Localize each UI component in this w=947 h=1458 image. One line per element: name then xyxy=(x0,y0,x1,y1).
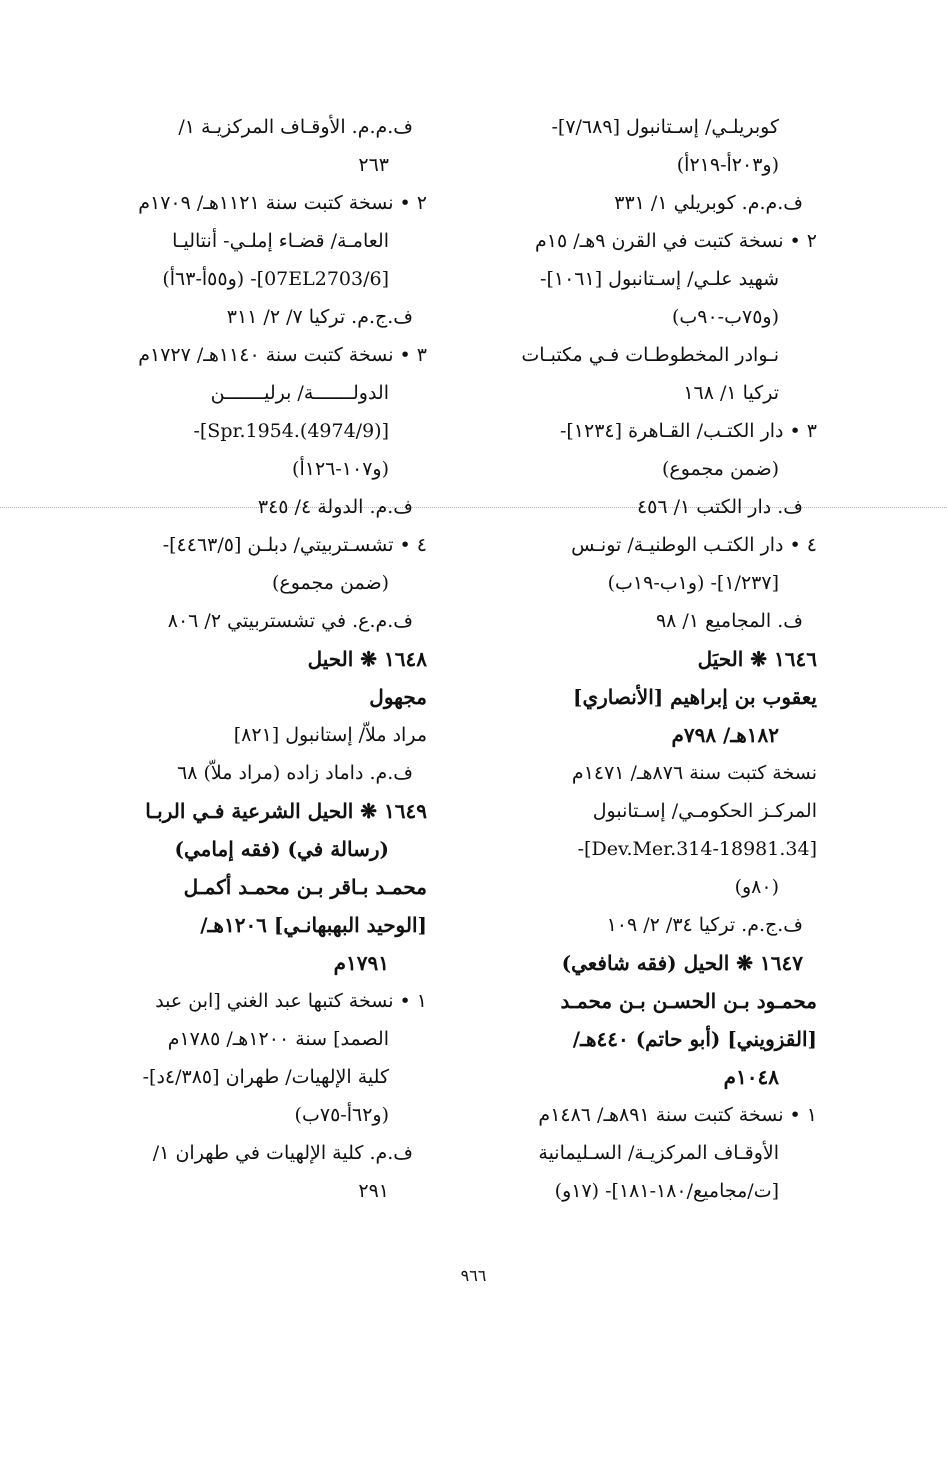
entry-text-line: نـوادر المخطوطـات فـي مكتبـات xyxy=(521,344,779,366)
entry-text-line: [ت/مجاميع/١٨٠-١٨١]- (١٧و) xyxy=(554,1180,779,1202)
entry-text-line: ف.ج.م. تركيا ٣٤/ ٢/ ١٠٩ xyxy=(606,914,803,936)
entry-heading-line: [القزويني] (أبو حاتم) ٤٤٠هـ/ xyxy=(572,1027,817,1051)
entry-text-line: (و٧٥ب-٩٠ب) xyxy=(671,306,779,328)
entry-heading-line: [الوحيد البهبهانـي] ١٢٠٦هـ/ xyxy=(200,913,427,937)
entry-heading-line: ١٦٤٧ ❋ الحيل (فقه شافعي) xyxy=(561,951,803,975)
entry-heading-line: محمـد بـاقر بـن محمـد أكمـل xyxy=(183,875,427,899)
entry-text-line: [Spr.1954.(4974/9)]- xyxy=(193,420,389,442)
entry-text-line: ١ • نسخة كتبت سنة ٨٩١هـ/ ١٤٨٦م xyxy=(538,1104,817,1126)
entry-text-line: (و٦٢أ-٧٥ب) xyxy=(294,1104,389,1126)
entry-text-line: ٢٦٣ xyxy=(358,154,389,176)
entry-heading-line: ١٦٤٩ ❋ الحيل الشرعية فـي الربـا xyxy=(145,799,427,823)
right-column xyxy=(472,108,817,1210)
entry-text-line: ١ • نسخة كتبها عبد الغني [ابن عبد xyxy=(155,990,427,1012)
entry-heading-line: ١٠٤٨م xyxy=(723,1065,779,1089)
entry-text-line: ف.م. كلية الإلهيات في طهران ١/ xyxy=(152,1142,413,1164)
entry-heading-line: مجهول xyxy=(369,685,427,709)
entry-text-line: ٣ • دار الكتـب/ القـاهرة [١٢٣٤]- xyxy=(559,420,817,442)
entry-text-line: [34.Dev.Mer.314-18981]- xyxy=(577,838,817,860)
entry-text-line: الأوقـاف المركزيـة/ السـليمانية xyxy=(538,1142,779,1164)
entry-text-line: نسخة كتبت سنة ٨٧٦هـ/ ١٤٧١م xyxy=(571,762,817,784)
entry-text-line: (و١٠٧-١٢٦أ) xyxy=(292,458,389,480)
entry-text-line: (و٢٠٣أ-٢١٩أ) xyxy=(676,154,779,176)
entry-text-line: ف. دار الكتب ١/ ٤٥٦ xyxy=(636,496,803,518)
entry-text-line: شهيد علـي/ إسـتانبول [١٠٦١]- xyxy=(540,268,779,290)
entry-text-line: (ضمن مجموع) xyxy=(271,572,389,594)
entry-text-line: مراد ملاّ/ إستانبول [٨٢١] xyxy=(233,724,427,746)
page-number: ٩٦٦ xyxy=(460,1266,487,1285)
entry-text-line: العامـة/ قضـاء إملـي- أنتاليـا xyxy=(172,230,389,252)
entry-heading-line: ١٨٢هـ/ ٧٩٨م xyxy=(671,723,779,747)
entry-text-line: ف.م.م. كوبريلي ١/ ٣٣١ xyxy=(614,192,803,214)
entry-text-line: (٨٠و) xyxy=(734,876,779,898)
entry-text-line: ٢٩١ xyxy=(358,1180,389,1202)
entry-text-line: ف.م. داماد زاده (مراد ملاّ) ٦٨ xyxy=(177,762,413,784)
entry-heading-line: (رسالة في) (فقه إمامي) xyxy=(174,837,389,861)
entry-text-line: كلية الإلهيات/ طهران [٤/٣٨٥د]- xyxy=(142,1066,389,1088)
entry-text-line: كوبريلـي/ إسـتانبول [٧/٦٨٩]- xyxy=(551,116,779,138)
entry-text-line: الدولـــــــة/ برليـــــــن xyxy=(210,382,389,404)
entry-text-line: ف.م. الدولة ٤/ ٣٤٥ xyxy=(257,496,413,518)
entry-heading-line: محمـود بـن الحسـن بـن محمـد xyxy=(560,989,817,1013)
entry-heading-line: يعقوب بن إبراهيم [الأنصاري] xyxy=(573,685,817,709)
entry-heading-line: ١٧٩١م xyxy=(333,951,389,975)
entry-text-line: ٤ • دار الكتـب الوطنيـة/ تونـس xyxy=(571,534,817,556)
entry-text-line: ٢ • نسخة كتبت في القرن ٩هـ/ ١٥م xyxy=(535,230,817,252)
entry-heading-line: ١٦٤٦ ❋ الحيَل xyxy=(697,647,817,671)
entry-text-line: ف. المجاميع ١/ ٩٨ xyxy=(655,610,803,632)
entry-text-line: ٤ • تشسـتربيتي/ دبلـن [٤٤٦٣/٥]- xyxy=(162,534,427,556)
entry-text-line: الصمد] سنة ١٢٠٠هـ/ ١٧٨٥م xyxy=(167,1028,389,1050)
entry-text-line: ٢ • نسخة كتبت سنة ١١٢١هـ/ ١٧٠٩م xyxy=(138,192,427,214)
entry-text-line: ف.م.م. الأوقـاف المركزيـة ١/ xyxy=(178,116,413,138)
entry-text-line: (ضمن مجموع) xyxy=(661,458,779,480)
entry-text-line: ف.م.ع. في تشستربيتي ٢/ ٨٠٦ xyxy=(167,610,413,632)
entry-text-line: [١/٢٣٧]- (و١ب-١٩ب) xyxy=(607,572,779,594)
left-column xyxy=(97,108,427,1210)
entry-text-line: ف.ج.م. تركيا ٧/ ٢/ ٣١١ xyxy=(226,306,413,328)
entry-text-line: ٣ • نسخة كتبت سنة ١١٤٠هـ/ ١٧٢٧م xyxy=(138,344,427,366)
entry-text-line: المركـز الحكومـي/ إسـتانبول xyxy=(592,800,817,822)
entry-text-line: تركيا ١/ ١٦٨ xyxy=(683,382,779,404)
entry-heading-line: ١٦٤٨ ❋ الحيل xyxy=(307,647,427,671)
entry-text-line: [07EL2703/6]- (و٥٥أ-٦٣أ) xyxy=(162,268,389,290)
